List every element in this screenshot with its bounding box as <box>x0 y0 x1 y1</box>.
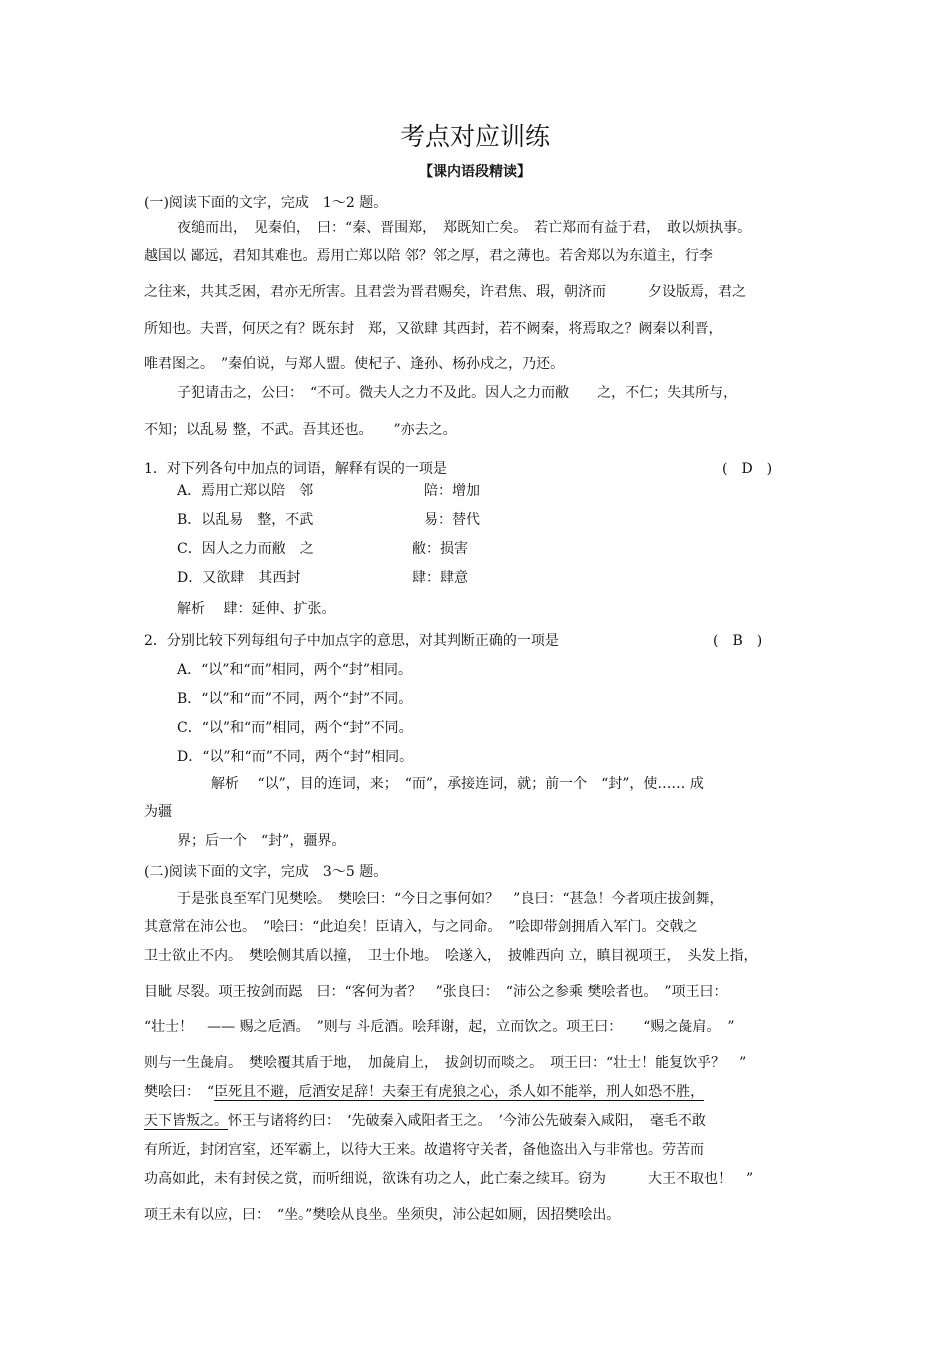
q2-option-d: D．“以”和“而”不同，两个“封”相同。 <box>177 749 414 765</box>
passage2-line: 有所近，封闭宫室，还军霸上，以待大王来。故遣将守关者，备他盗出入与非常也。劳苦而 <box>144 1142 704 1158</box>
passage1-line: 所知也。夫晋，何厌之有？既东封 郑，又欲肆 其西封，若不阙秦，将焉取之？阙秦以利晋， <box>144 321 723 337</box>
question-2-stem: 2．分别比较下列每组句子中加点字的意思，对其判断正确的一项是 <box>144 633 559 649</box>
q1-option-b-note: 易：替代 <box>424 512 480 528</box>
q1-option-a: A．焉用亡郑以陪 邻 <box>177 483 314 499</box>
q2-analysis: 界；后一个 “封”，疆界。 <box>177 833 346 849</box>
passage2-line <box>144 1083 704 1101</box>
page-title: 考点对应训练 <box>399 122 550 151</box>
passage2-line <box>144 1112 706 1130</box>
q2-option-b: B．“以”和“而”不同，两个“封”不同。 <box>177 691 413 707</box>
q2-option-c: C．“以”和“而”相同，两个“封”不同。 <box>177 720 413 736</box>
passage2-line-prefix: 樊哙曰： “ <box>144 1084 215 1100</box>
underlined-sentence: 臣死且不避，卮酒安足辞！夫秦王有虎狼之心，杀人如不能举，刑人如恐不胜， <box>214 1084 705 1100</box>
q1-option-c: C．因人之力而敝 之 <box>177 541 314 557</box>
q2-analysis: 为疆 <box>144 804 172 820</box>
passage1-line: 越国以 鄙远，君知其难也。焉用亡郑以陪 邻？邻之厚，君之薄也。若舍郑以为东道主，行李 <box>144 248 713 264</box>
passage1-line: 子犯请击之，公曰： “不可。微夫人之力不及此。因人之力而敝 之，不仁；失其所与， <box>177 385 738 401</box>
question-2-answer: ( B ) <box>713 633 763 649</box>
passage2-line: 功高如此，未有封侯之赏，而听细说，欲诛有功之人，此亡秦之续耳。窃为 大王不取也！ ” <box>144 1171 754 1187</box>
section1-header: (一)阅读下面的文字，完成 1～2 题。 <box>144 195 388 211</box>
question-1-stem: 1．对下列各句中加点的词语，解释有误的一项是 <box>144 461 447 477</box>
passage2-line: 目眦 尽裂。项王按剑而跽 曰：“客何为者？ ”张良曰： “沛公之参乘 樊哙者也。 ”项王曰： <box>144 984 728 1000</box>
passage2-line: 其意常在沛公也。 ”哙曰：“此迫矣！臣请入，与之同命。 ”哙即带剑拥盾入军门。交戟之 <box>144 919 698 935</box>
underlined-sentence: 天下皆叛之。 <box>144 1113 228 1129</box>
q1-option-b: B．以乱易 整，不武 <box>177 512 314 528</box>
passage2-line: “壮士！ —— 赐之卮酒。 ”则与 斗卮酒。哙拜谢，起，立而饮之。项王曰： “赐之彘肩。 ” <box>144 1019 735 1035</box>
passage2-line: 卫士欲止不内。 樊哙侧其盾以撞， 卫士仆地。 哙遂入， 披帷西向 立，瞋目视项王， 头发上指， <box>144 948 758 964</box>
q2-analysis: 解析 “以”，目的连词，来； “而”，承接连词，就；前一个 “封”，使…… 成 <box>211 776 704 792</box>
q2-option-a: A．“以”和“而”相同，两个“封”相同。 <box>177 662 413 678</box>
question-1-answer: ( D ) <box>722 461 773 477</box>
q1-option-a-note: 陪：增加 <box>424 483 480 499</box>
passage2-line-rest: 怀王与诸将约曰： ‘先破秦入咸阳者王之。 ’今沛公先破秦入咸阳， 毫毛不敢 <box>228 1113 706 1129</box>
q1-option-d: D．又欲肆 其西封 <box>177 570 301 586</box>
passage1-line: 唯君图之。 ”秦伯说，与郑人盟。使杞子、逢孙、杨孙戍之，乃还。 <box>144 356 565 372</box>
q1-option-d-note: 肆：肆意 <box>412 570 468 586</box>
passage2-line: 项王未有以应，曰： “坐。”樊哙从良坐。坐须臾，沛公起如厕，因招樊哙出。 <box>144 1207 621 1223</box>
section2-header: (二)阅读下面的文字，完成 3～5 题。 <box>144 864 388 880</box>
q1-option-c-note: 敝：损害 <box>412 541 468 557</box>
q1-analysis: 解析 肆：延伸、扩张。 <box>177 601 336 617</box>
section-subtitle: 【课内语段精读】 <box>419 164 531 180</box>
passage2-line: 则与一生彘肩。 樊哙覆其盾于地， 加彘肩上， 拔剑切而啖之。 项王曰：“壮士！能复饮乎？ ” <box>144 1055 747 1071</box>
passage1-line: 夜缒而出， 见秦伯， 曰：“秦、晋围郑， 郑既知亡矣。 若亡郑而有益于君， 敢以烦执事。 <box>177 220 752 236</box>
passage1-line: 不知；以乱易 整，不武。吾其还也。 ”亦去之。 <box>144 422 457 438</box>
passage1-line: 之往来，共其乏困，君亦无所害。且君尝为晋君赐矣，许君焦、瑕，朝济而 夕设版焉，君之 <box>144 284 746 300</box>
passage2-line: 于是张良至军门见樊哙。 樊哙曰：“今日之事何如？ ”良曰：“甚急！今者项庄拔剑舞， <box>177 891 724 907</box>
